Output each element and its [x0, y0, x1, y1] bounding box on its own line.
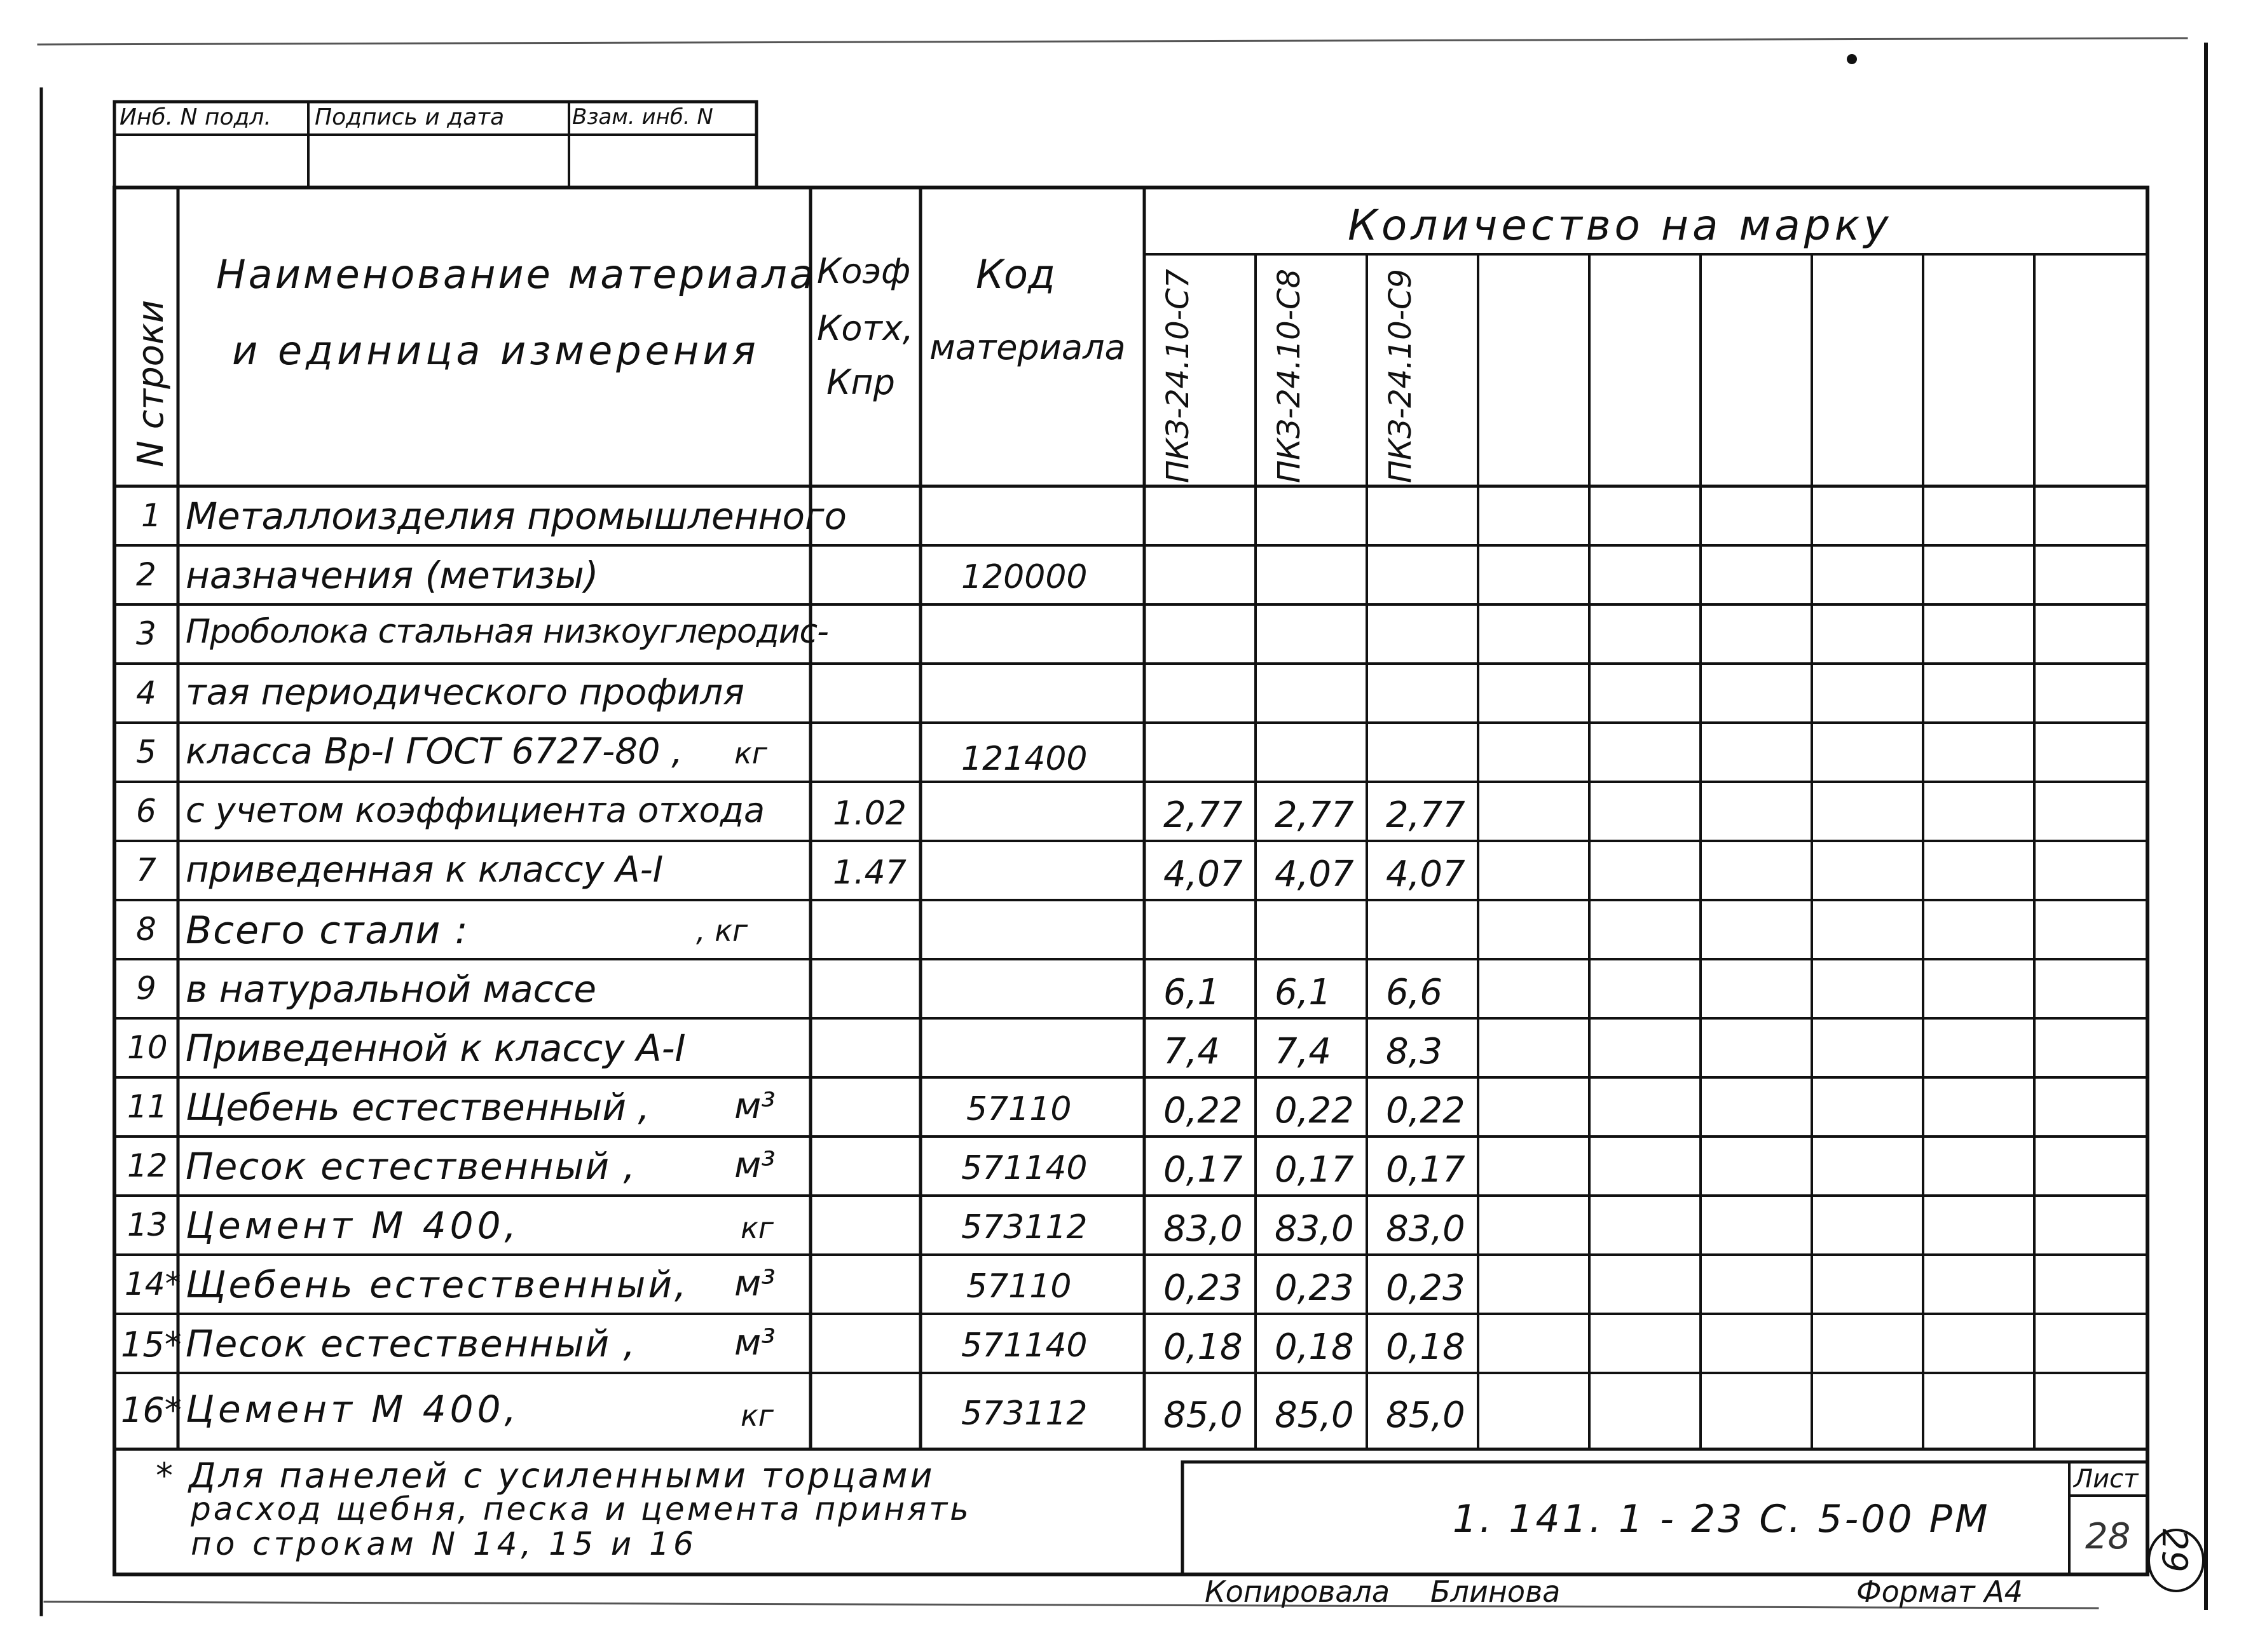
- row-number: 4: [136, 674, 156, 711]
- row-qty-mark-2: 85,0: [1275, 1395, 1354, 1436]
- row-qty-mark-2: 7,4: [1275, 1031, 1332, 1072]
- row-material-code: 120000: [961, 558, 1088, 596]
- row-qty-mark-3: 4,07: [1386, 854, 1465, 895]
- row-qty-mark-3: 0,17: [1386, 1149, 1465, 1191]
- row-material-name: Приведенной к классу А-I: [186, 1027, 686, 1070]
- row-unit: м³: [734, 1086, 776, 1127]
- row-qty-mark-2: 83,0: [1275, 1208, 1354, 1250]
- row-qty-mark-3: 0,22: [1386, 1090, 1465, 1131]
- row-material-name: Песок естественный ,: [186, 1145, 636, 1188]
- row-material-name: Цемент М 400,: [186, 1388, 520, 1431]
- row-number: 9: [136, 970, 156, 1007]
- document-designation: 1. 141. 1 - 23 С. 5-00 РМ: [1453, 1497, 1990, 1541]
- row-material-name: с учетом коэффициента отхода: [186, 790, 765, 830]
- row-qty-mark-2: 0,18: [1275, 1327, 1354, 1368]
- row-unit: м³: [734, 1322, 776, 1363]
- row-material-code: 121400: [961, 740, 1088, 778]
- header-quantity-per-mark: Количество на марку: [1348, 201, 1893, 250]
- row-material-name: Щебень естественный ,: [186, 1086, 650, 1129]
- header-mark-1: ПКЗ-24.10-С7: [1160, 268, 1196, 483]
- row-qty-mark-2: 0,23: [1275, 1267, 1354, 1309]
- header-coef-line3: Кпр: [826, 362, 895, 402]
- paper-format: Формат А4: [1856, 1574, 2023, 1609]
- row-material-name: Песок естественный ,: [186, 1322, 636, 1365]
- row-number: 6: [136, 793, 156, 829]
- row-qty-mark-3: 0,23: [1386, 1267, 1465, 1309]
- row-qty-mark-3: 0,18: [1386, 1327, 1465, 1368]
- row-qty-mark-2: 2,77: [1275, 795, 1354, 836]
- sheet-label: Лист: [2074, 1464, 2139, 1494]
- stamp-inv-podl-label: Инб. N подл.: [120, 104, 271, 130]
- row-number: 8: [136, 911, 156, 948]
- header-mark-3: ПКЗ-24.10-С9: [1383, 268, 1418, 483]
- footnote-line-3: по строкам N 14, 15 и 16: [191, 1526, 697, 1562]
- row-unit: м³: [734, 1263, 776, 1304]
- row-material-name: Проболока стальная низкоуглеродис-: [186, 613, 828, 651]
- sheet-number: 28: [2085, 1516, 2131, 1557]
- header-row-number: N строки: [130, 299, 172, 467]
- row-qty-mark-2: 4,07: [1275, 854, 1354, 895]
- header-code-line2: материала: [929, 327, 1126, 367]
- row-unit: , кг: [696, 913, 748, 948]
- row-number: 11: [127, 1088, 168, 1125]
- row-number: 5: [136, 734, 156, 770]
- row-material-name: приведенная к классу А-I: [186, 849, 664, 891]
- row-qty-mark-1: 7,4: [1163, 1031, 1221, 1072]
- row-material-name: Металлоизделия промышленного: [186, 495, 847, 538]
- circled-page-number: 29: [2154, 1529, 2195, 1573]
- row-qty-mark-1: 4,07: [1163, 854, 1243, 895]
- row-material-name: в натуральной массе: [186, 967, 597, 1011]
- row-material-name: назначения (метизы): [186, 554, 599, 597]
- row-number: 3: [136, 615, 156, 652]
- header-coef-line2: Котх,: [817, 308, 914, 348]
- row-number: 2: [136, 556, 156, 593]
- row-qty-mark-1: 0,23: [1163, 1267, 1243, 1309]
- row-unit: кг: [741, 1211, 774, 1245]
- row-qty-mark-1: 2,77: [1163, 795, 1243, 836]
- row-number: 1: [141, 497, 161, 534]
- row-material-name: Цемент М 400,: [186, 1204, 520, 1247]
- row-number: 15*: [121, 1325, 182, 1365]
- row-number: 10: [127, 1029, 168, 1066]
- row-unit: м³: [734, 1145, 776, 1186]
- row-number: 7: [136, 852, 156, 889]
- row-material-code: 57110: [966, 1090, 1072, 1128]
- row-qty-mark-2: 0,22: [1275, 1090, 1354, 1131]
- row-qty-mark-3: 85,0: [1386, 1395, 1465, 1436]
- row-number: 16*: [121, 1390, 182, 1430]
- row-qty-mark-1: 6,1: [1163, 972, 1221, 1013]
- row-material-code: 573112: [961, 1395, 1088, 1433]
- footnote-line-2: расход щебня, песка и цемента принять: [191, 1491, 971, 1527]
- header-material-name-line2: и единица измерения: [232, 327, 760, 374]
- row-unit: кг: [741, 1398, 774, 1433]
- row-qty-mark-1: 85,0: [1163, 1395, 1243, 1436]
- row-qty-mark-3: 2,77: [1386, 795, 1465, 836]
- row-qty-mark-1: 0,17: [1163, 1149, 1243, 1191]
- row-qty-mark-3: 8,3: [1386, 1031, 1443, 1072]
- copied-by-label: Копировала: [1205, 1574, 1390, 1609]
- row-material-name: Щебень естественный,: [186, 1263, 689, 1306]
- row-material-name: Всего стали :: [186, 908, 469, 953]
- row-qty-mark-3: 6,6: [1386, 972, 1443, 1013]
- header-mark-2: ПКЗ-24.10-С8: [1271, 268, 1307, 483]
- registration-dot: [1847, 54, 1857, 64]
- header-material-name-line1: Наименование материала: [216, 251, 816, 297]
- row-qty-mark-1: 0,22: [1163, 1090, 1243, 1131]
- row-qty-mark-1: 0,18: [1163, 1327, 1243, 1368]
- row-qty-mark-3: 83,0: [1386, 1208, 1465, 1250]
- footnote-line-1: * Для панелей с усиленными торцами: [156, 1456, 935, 1496]
- row-coefficient: 1.02: [833, 795, 907, 833]
- row-qty-mark-2: 6,1: [1275, 972, 1332, 1013]
- row-material-code: 571140: [961, 1327, 1088, 1365]
- row-material-code: 57110: [966, 1267, 1072, 1306]
- stamp-signature-date-label: Подпись и дата: [315, 104, 505, 130]
- row-unit: кг: [734, 736, 767, 770]
- row-number: 13: [127, 1206, 168, 1243]
- copied-by-name: Блинова: [1430, 1574, 1561, 1609]
- row-material-code: 573112: [961, 1208, 1088, 1246]
- row-qty-mark-2: 0,17: [1275, 1149, 1354, 1191]
- header-code-line1: Код: [976, 251, 1055, 297]
- row-number: 14*: [125, 1266, 181, 1302]
- stamp-replacement-inv-label: Взам. инб. N: [572, 104, 713, 130]
- row-material-code: 571140: [961, 1149, 1088, 1187]
- row-number: 12: [127, 1147, 168, 1184]
- row-material-name: тая периодического профиля: [186, 672, 744, 713]
- row-material-name: класса Вр-I ГОСТ 6727-80 ,: [186, 731, 683, 772]
- header-coef-line1: Коэф: [817, 251, 911, 291]
- row-coefficient: 1.47: [833, 854, 907, 892]
- row-qty-mark-1: 83,0: [1163, 1208, 1243, 1250]
